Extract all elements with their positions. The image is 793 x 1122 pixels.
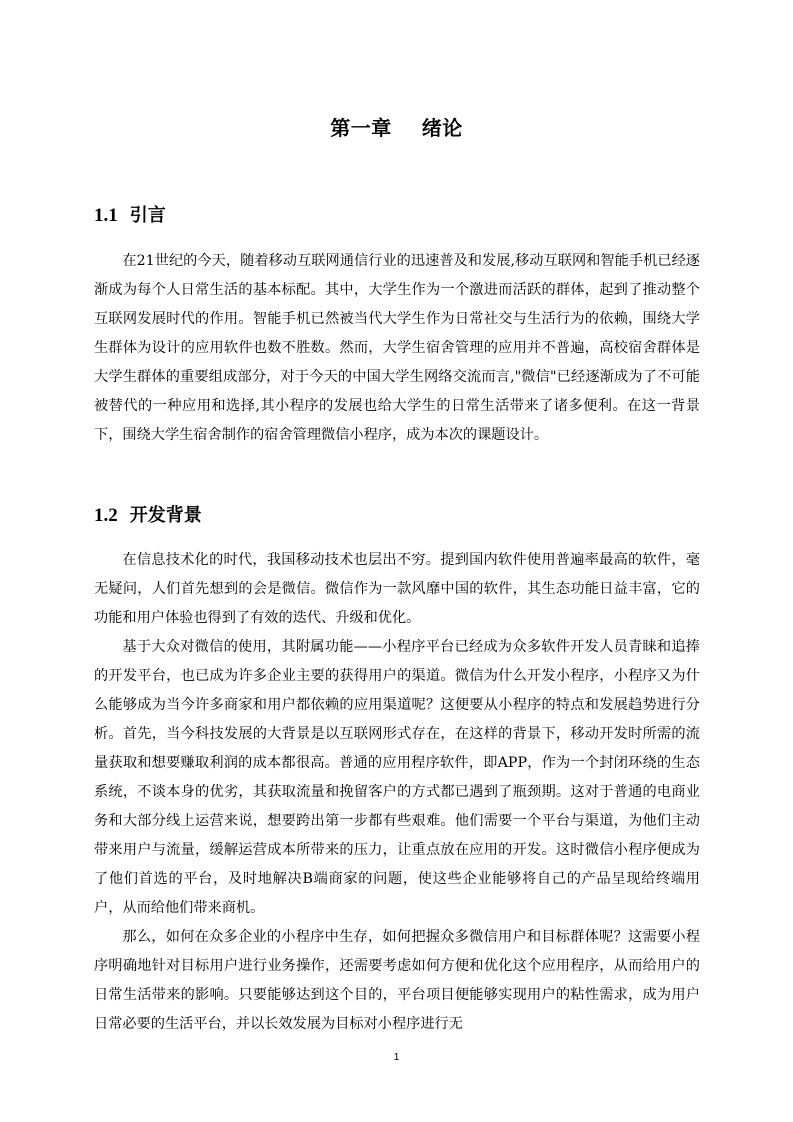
section-body-1-1 xyxy=(94,247,700,450)
paragraph: 在信息技术化的时代，我国移动技术也层出不穷。提到国内软件使用普遍率最高的软件，毫无疑问，人们首先想到的会是微信。微信作为一款风靡中国的软件，其生态功能日益丰富，它的功能和用户体验也得到了有效的迭代、升级和优化。 xyxy=(94,552,700,626)
section-title: 引言 xyxy=(129,205,166,226)
section-number: 1.2 xyxy=(94,505,118,526)
chapter-name: 绪论 xyxy=(421,116,463,140)
chapter-label: 第一章 xyxy=(330,116,392,140)
section-title: 开发背景 xyxy=(129,505,202,526)
paragraph: 在21世纪的今天，随着移动互联网通信行业的迅速普及和发展,移动互联网和智能手机已经逐渐成为每个人日常生活的基本标配。其中，大学生作为一个激进而活跃的群体，起到了推动整个互联网发展时代的作用。智能手机已然被当代大学生作为日常社交与生活行为的依赖，围绕大学生群体为设计的应用软件也数不胜数。然而，大学生宿舍管理的应用并不普遍，高校宿舍群体是大学生群体的重要组成部分，对于今天的中国大学生网络交流而言,"微信"已经逐渐成为了不可能被替代的一种应用和选择,其小程序的发展也给大学生的日常生活带来了诸多便利。在这一背景下，围绕大学生宿舍制作的宿舍管理微信小程序，成为本次的课题设计。 xyxy=(94,253,700,443)
page-number: 1 xyxy=(393,1052,400,1063)
paragraph: 基于大众对微信的使用，其附属功能——小程序平台已经成为众多软件开发人员青睐和追捧的开发平台，也已成为许多企业主要的获得用户的渠道。微信为什么开发小程序，小程序又为什么能够成为当今许多商家和用户都依赖的应用渠道呢？这便要从小程序的特点和发展趋势进行分析。首先，当今科技发展的大背景是以互联网形式存在，在这样的背景下，移动开发时所需的流量获取和想要赚取利润的成本都很高。普通的应用程序软件，即APP，作为一个封闭环绕的生态系统，不谈本身的优劣，其获取流量和挽留客户的方式都已遇到了瓶颈期。这对于普通的电商业务和大部分线上运营来说，想要跨出第一步都有些艰难。他们需要一个平台与渠道，为他们主动带来用户与流量，缓解运营成本所带来的压力，让重点放在应用的开发。这时微信小程序便成为了他们首选的平台，及时地解决B端商家的问题，使这些企业能够将自己的产品呈现给终端用户，从而给他们带来商机。 xyxy=(94,639,700,916)
section-body-1-2 xyxy=(94,546,700,1039)
chapter-title xyxy=(0,114,793,142)
section-heading-1-1 xyxy=(94,203,166,229)
section-number: 1.1 xyxy=(94,205,118,226)
paragraph: 那么，如何在众多企业的小程序中生存，如何把握众多微信用户和目标群体呢？这需要小程序明确地针对目标用户进行业务操作，还需要考虑如何方便和优化这个应用程序，从而给用户的日常生活带来的影响。只要能够达到这个目的，平台项目便能够实现用户的粘性需求，成为用户日常必要的生活平台，并以长效发展为目标对小程序进行无 xyxy=(94,929,700,1032)
section-heading-1-2 xyxy=(94,503,202,529)
